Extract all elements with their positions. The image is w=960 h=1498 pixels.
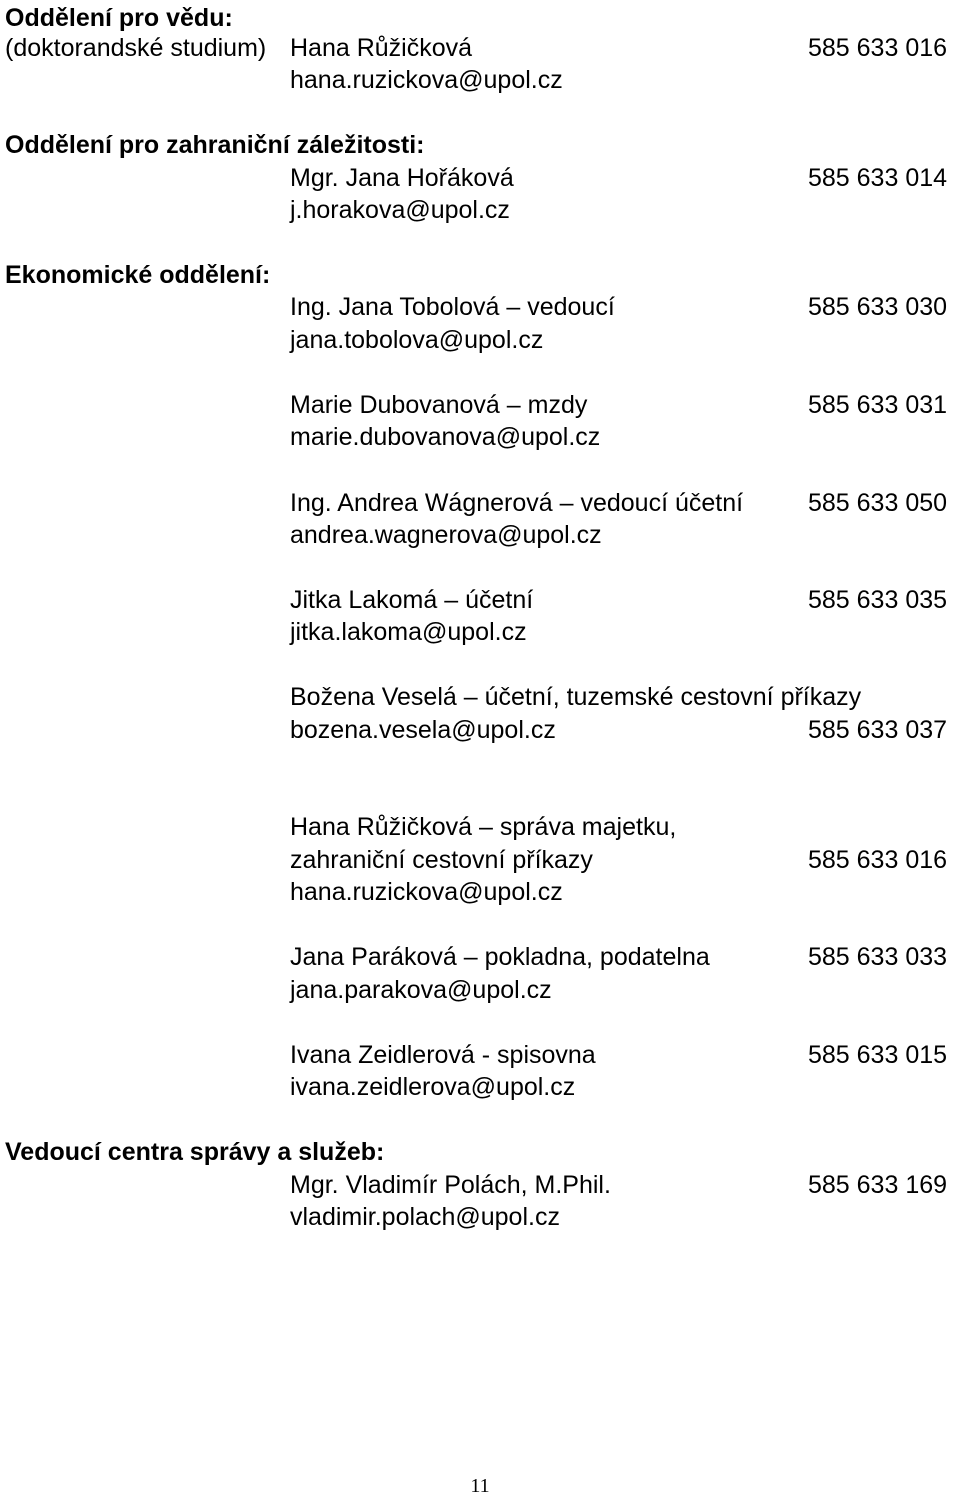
ekonom-contact-email: marie.dubovanova@upol.cz <box>290 423 601 451</box>
other-contact-email: ivana.zeidlerova@upol.cz <box>290 1073 576 1101</box>
other-contact-phone: 585 633 033 <box>808 943 948 971</box>
ekonom-contact-phone: 585 633 031 <box>808 391 948 419</box>
other-contact-name: Jana Paráková – pokladna, podatelna <box>290 943 710 971</box>
section-heading-zahranici: Oddělení pro zahraniční záležitosti: <box>5 131 425 159</box>
page-number: 11 <box>470 1475 490 1497</box>
centrum-contact-email: vladimir.polach@upol.cz <box>290 1203 560 1231</box>
veda-contact-name: Hana Růžičková <box>290 34 473 62</box>
section-heading-centrum: Vedoucí centra správy a služeb: <box>5 1138 385 1166</box>
veda-subtitle: (doktorandské studium) <box>5 34 267 62</box>
ekonom-contact-name: Božena Veselá – účetní, tuzemské cestovní příkazy <box>290 683 862 711</box>
veda-contact-phone: 585 633 016 <box>808 34 948 62</box>
other-contact-role: zahraniční cestovní příkazy <box>290 846 593 874</box>
ekonom-contact-email: jana.tobolova@upol.cz <box>290 326 544 354</box>
ekonom-contact-phone: 585 633 030 <box>808 293 948 321</box>
centrum-contact-phone: 585 633 169 <box>808 1171 948 1199</box>
other-contact-email: hana.ruzickova@upol.cz <box>290 878 563 906</box>
ekonom-contact-email: andrea.wagnerova@upol.cz <box>290 521 602 549</box>
ekonom-contact-email: jitka.lakoma@upol.cz <box>290 618 527 646</box>
other-contact-name: Ivana Zeidlerová - spisovna <box>290 1041 596 1069</box>
zahranici-contact-phone: 585 633 014 <box>808 164 948 192</box>
ekonom-contact-name: Ing. Andrea Wágnerová – vedoucí účetní <box>290 489 744 517</box>
other-contact-email: jana.parakova@upol.cz <box>290 976 552 1004</box>
centrum-contact-name: Mgr. Vladimír Polách, M.Phil. <box>290 1171 611 1199</box>
other-contact-phone: 585 633 016 <box>808 846 948 874</box>
zahranici-contact-email: j.horakova@upol.cz <box>290 196 510 224</box>
ekonom-contact-phone: 585 633 035 <box>808 586 948 614</box>
section-heading-veda: Oddělení pro vědu: <box>5 4 233 32</box>
ekonom-contact-name: Ing. Jana Tobolová – vedoucí <box>290 293 615 321</box>
other-contact-name: Hana Růžičková – správa majetku, <box>290 813 677 841</box>
section-heading-ekonom: Ekonomické oddělení: <box>5 261 271 289</box>
ekonom-contact-name: Jitka Lakomá – účetní <box>290 586 534 614</box>
ekonom-contact-name: Marie Dubovanová – mzdy <box>290 391 588 419</box>
ekonom-contact-phone: 585 633 037 <box>808 716 948 744</box>
ekonom-contact-email: bozena.vesela@upol.cz <box>290 716 556 744</box>
veda-contact-email: hana.ruzickova@upol.cz <box>290 66 563 94</box>
ekonom-contact-phone: 585 633 050 <box>808 489 948 517</box>
other-contact-phone: 585 633 015 <box>808 1041 948 1069</box>
zahranici-contact-name: Mgr. Jana Hořáková <box>290 164 514 192</box>
